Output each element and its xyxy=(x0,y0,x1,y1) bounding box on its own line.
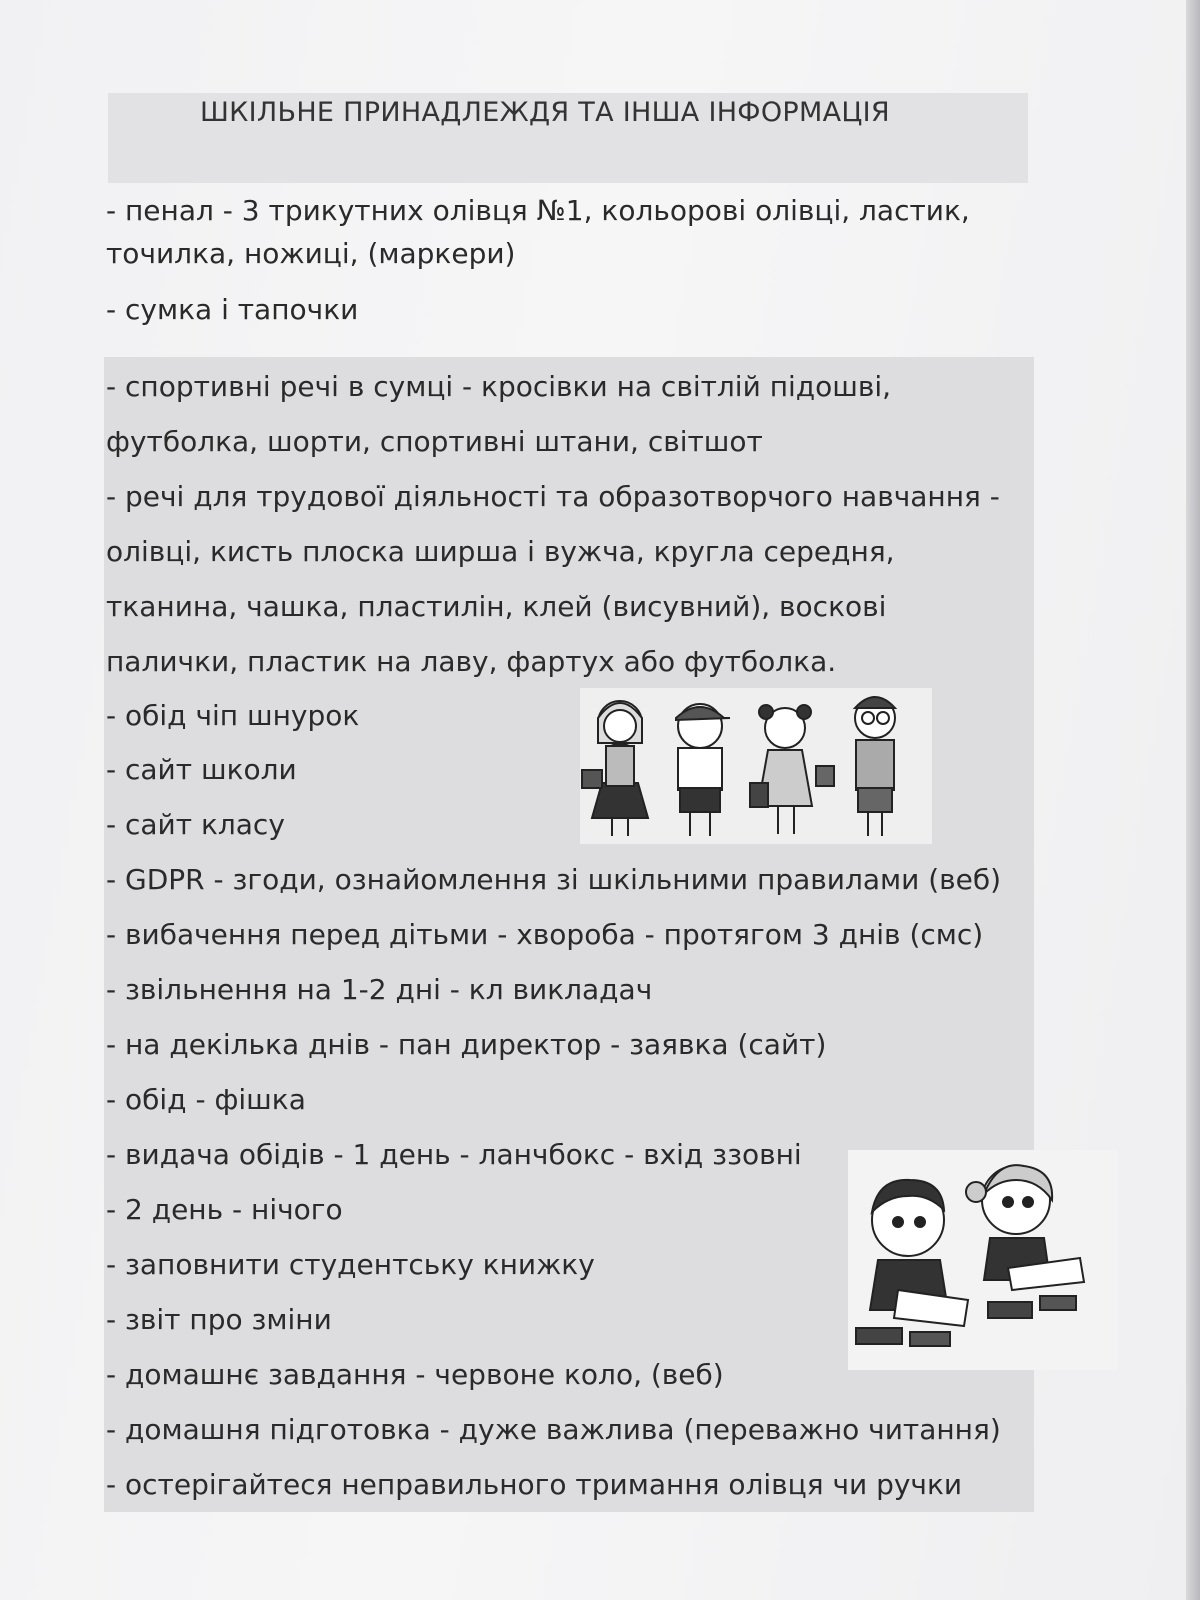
list-line: тканина, чашка, пластилін, клей (висувний), воскові xyxy=(106,590,887,623)
list-line: точилка, ножиці, (маркери) xyxy=(106,237,516,270)
list-line: - спортивні речі в сумці - кросівки на світлій підошві, xyxy=(106,370,892,403)
list-line: - домашня підготовка - дуже важлива (переважно читання) xyxy=(106,1413,1001,1446)
list-line: палички, пластик на лаву, фартух або футболка. xyxy=(106,645,837,678)
list-line: - видача обідів - 1 день - ланчбокс - вхід ззовні xyxy=(106,1138,802,1171)
list-line: - сайт класу xyxy=(106,808,285,841)
list-line: - заповнити студентську книжку xyxy=(106,1248,595,1281)
list-line: - звільнення на 1-2 дні - кл викладач xyxy=(106,973,653,1006)
list-line: - обід чіп шнурок xyxy=(106,699,360,732)
list-line: - вибачення перед дітьми - хвороба - протягом 3 днів (смс) xyxy=(106,918,984,951)
list-line: - пенал - 3 трикутних олівця №1, кольорові олівці, ластик, xyxy=(106,194,970,227)
list-line: - домашнє завдання - червоне коло, (веб) xyxy=(106,1358,724,1391)
list-line: - на декілька днів - пан директор - заявка (сайт) xyxy=(106,1028,827,1061)
list-line: - сайт школи xyxy=(106,753,297,786)
list-line: - обід - фішка xyxy=(106,1083,306,1116)
title-box xyxy=(108,93,1028,183)
page-edge xyxy=(1186,0,1200,1600)
pupils-reading-clipart-icon xyxy=(848,1150,1118,1370)
list-line: - GDPR - згоди, ознайомлення зі шкільними правилами (веб) xyxy=(106,863,1002,896)
list-line: - сумка і тапочки xyxy=(106,293,359,326)
page-title: ШКІЛЬНЕ ПРИНАДЛЕЖДЯ ТА ІНША ІНФОРМАЦІЯ xyxy=(200,97,890,128)
list-line: - речі для трудової діяльності та образотворчого навчання - xyxy=(106,480,1000,513)
list-line: олівці, кисть плоска ширша і вужча, кругла середня, xyxy=(106,535,895,568)
list-line: - 2 день - нічого xyxy=(106,1193,343,1226)
list-line: - звіт про зміни xyxy=(106,1303,332,1336)
list-line: - остерігайтеся неправильного тримання олівця чи ручки xyxy=(106,1468,963,1501)
children-clipart-icon xyxy=(580,688,932,844)
list-line: футболка, шорти, спортивні штани, світшот xyxy=(106,425,763,458)
